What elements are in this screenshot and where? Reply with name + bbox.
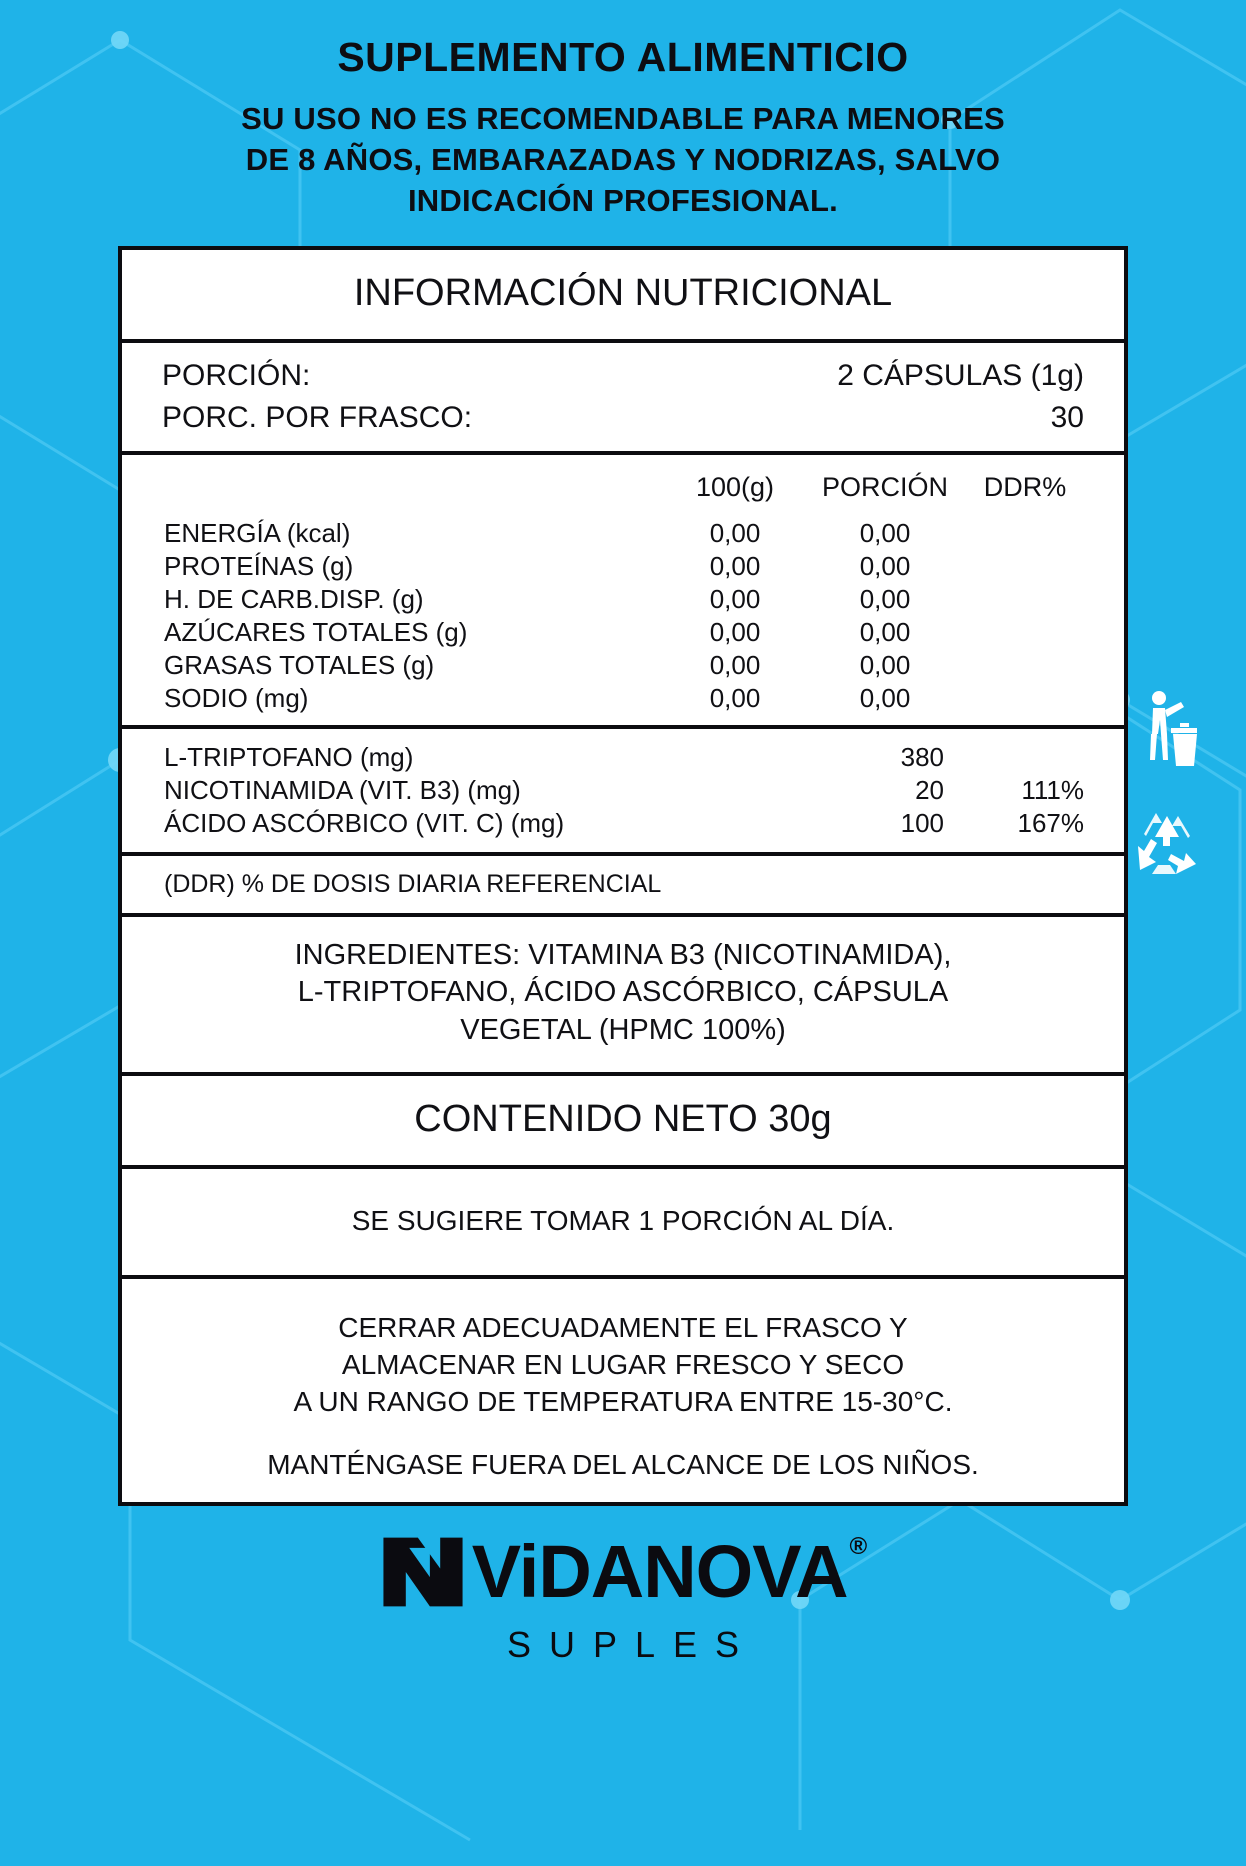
macro-label: AZÚCARES TOTALES (g) bbox=[164, 616, 468, 647]
storage-text bbox=[156, 1287, 1090, 1494]
macro-label: GRASAS TOTALES (g) bbox=[164, 649, 435, 680]
warning-line-1: SU USO NO ES RECOMENDABLE PARA MENORES bbox=[241, 101, 1005, 137]
macro-ddr bbox=[960, 616, 1090, 649]
table-row bbox=[156, 682, 1090, 715]
micro-100g bbox=[660, 807, 810, 840]
table-row bbox=[156, 774, 1090, 807]
ingredients-text bbox=[156, 925, 1090, 1064]
logo-wordmark bbox=[471, 1529, 867, 1613]
brand-logo bbox=[0, 1529, 1246, 1666]
suggestion-text: SE SUGIERE TOMAR 1 PORCIÓN AL DÍA. bbox=[351, 1204, 895, 1236]
table-row bbox=[156, 517, 1090, 550]
col-header-100g: 100(g) bbox=[695, 471, 775, 502]
micro-portion: 380 bbox=[900, 741, 944, 772]
macro-portion: 0,00 bbox=[859, 550, 911, 581]
table-row bbox=[156, 649, 1090, 682]
net-content-section bbox=[122, 1076, 1124, 1169]
logo-rest: iDANOVA bbox=[518, 1529, 848, 1613]
micro-ddr: 111% bbox=[1021, 774, 1084, 805]
macro-100g: 0,00 bbox=[709, 550, 761, 581]
macro-100g: 0,00 bbox=[709, 616, 761, 647]
pictogram-group bbox=[1132, 690, 1202, 878]
micro-ddr: 167% bbox=[1017, 807, 1084, 838]
ingredients-line-2: L-TRIPTOFANO, ÁCIDO ASCÓRBICO, CÁPSULA bbox=[297, 976, 949, 1009]
table-row bbox=[156, 583, 1090, 616]
registered-mark: ® bbox=[849, 1532, 867, 1560]
storage-line-2: ALMACENAR EN LUGAR FRESCO Y SECO bbox=[341, 1348, 905, 1380]
page-title: SUPLEMENTO ALIMENTICIO bbox=[337, 34, 909, 80]
serving-label: PORCIÓN: bbox=[162, 358, 311, 392]
warning-line-2: DE 8 AÑOS, EMBARAZADAS Y NODRIZAS, SALVO bbox=[245, 142, 1001, 178]
warning-line-3: INDICACIÓN PROFESIONAL. bbox=[407, 182, 838, 218]
warning-text bbox=[120, 99, 1126, 222]
macro-100g: 0,00 bbox=[709, 682, 761, 713]
ddr-note-section bbox=[122, 856, 1124, 917]
nutrition-title: INFORMACIÓN NUTRICIONAL bbox=[353, 271, 893, 314]
table-row bbox=[156, 807, 1090, 840]
micros-section bbox=[122, 729, 1124, 856]
micro-portion: 100 bbox=[900, 807, 944, 838]
macro-portion: 0,00 bbox=[859, 517, 911, 548]
macro-100g: 0,00 bbox=[709, 583, 761, 614]
logo-row bbox=[0, 1529, 1246, 1613]
logo-tagline: SUPLES bbox=[506, 1623, 758, 1665]
micros-table bbox=[156, 741, 1090, 840]
ddr-note: (DDR) % DE DOSIS DIARIA REFERENCIAL bbox=[164, 869, 662, 898]
ingredients-line-1: INGREDIENTES: VITAMINA B3 (NICOTINAMIDA), bbox=[294, 938, 952, 971]
macro-ddr bbox=[960, 517, 1090, 550]
recycle-icon bbox=[1132, 812, 1202, 878]
keep-away-text: MANTÉNGASE FUERA DEL ALCANCE DE LOS NIÑOS. bbox=[267, 1449, 979, 1481]
macro-ddr bbox=[960, 649, 1090, 682]
macro-portion: 0,00 bbox=[859, 616, 911, 647]
vidanova-arrow-icon bbox=[380, 1532, 466, 1612]
table-row bbox=[156, 741, 1090, 774]
micro-100g bbox=[660, 741, 810, 774]
nutrition-panel bbox=[118, 246, 1128, 1506]
micro-label: ÁCIDO ASCÓRBICO (VIT. C) (mg) bbox=[164, 807, 565, 838]
per-container-row bbox=[156, 397, 1090, 439]
logo-letter-v: V bbox=[471, 1529, 519, 1613]
macro-label: H. DE CARB.DISP. (g) bbox=[164, 583, 424, 614]
serving-row bbox=[156, 355, 1090, 397]
storage-line-1: CERRAR ADECUADAMENTE EL FRASCO Y bbox=[338, 1311, 908, 1343]
table-row bbox=[156, 616, 1090, 649]
micro-label: NICOTINAMIDA (VIT. B3) (mg) bbox=[164, 774, 521, 805]
macro-label: SODIO (mg) bbox=[164, 682, 309, 713]
macro-100g: 0,00 bbox=[709, 517, 761, 548]
micro-ddr bbox=[960, 741, 1090, 774]
macros-section bbox=[122, 455, 1124, 729]
macro-100g: 0,00 bbox=[709, 649, 761, 680]
micro-100g bbox=[660, 774, 810, 807]
header bbox=[0, 0, 1246, 222]
macro-portion: 0,00 bbox=[859, 649, 911, 680]
macro-ddr bbox=[960, 682, 1090, 715]
macros-table bbox=[156, 471, 1090, 715]
macro-portion: 0,00 bbox=[859, 583, 911, 614]
col-header-ddr: DDR% bbox=[983, 471, 1067, 502]
storage-section bbox=[122, 1279, 1124, 1502]
macro-ddr bbox=[960, 583, 1090, 616]
ingredients-line-3: VEGETAL (HPMC 100%) bbox=[460, 1014, 786, 1047]
table-row bbox=[156, 550, 1090, 583]
macro-label: PROTEÍNAS (g) bbox=[164, 550, 354, 581]
macros-header-row bbox=[156, 471, 1090, 517]
micro-label: L-TRIPTOFANO (mg) bbox=[164, 741, 414, 772]
storage-spacer bbox=[166, 1420, 1080, 1446]
macros-header-blank bbox=[156, 471, 660, 517]
ingredients-section bbox=[122, 917, 1124, 1076]
suggestion-section bbox=[122, 1169, 1124, 1279]
do-not-litter-icon bbox=[1137, 690, 1197, 768]
col-header-portion: PORCIÓN bbox=[821, 471, 948, 502]
serving-section bbox=[122, 343, 1124, 455]
storage-line-3: A UN RANGO DE TEMPERATURA ENTRE 15-30°C. bbox=[293, 1386, 953, 1418]
net-content: CONTENIDO NETO 30g bbox=[414, 1097, 832, 1140]
per-container-label: PORC. POR FRASCO: bbox=[162, 400, 473, 434]
serving-value: 2 CÁPSULAS (1g) bbox=[837, 358, 1084, 392]
macro-ddr bbox=[960, 550, 1090, 583]
per-container-value: 30 bbox=[1050, 400, 1084, 434]
macro-label: ENERGÍA (kcal) bbox=[164, 517, 351, 548]
micro-portion: 20 bbox=[915, 774, 944, 805]
macro-portion: 0,00 bbox=[859, 682, 911, 713]
panel-title-section bbox=[122, 250, 1124, 343]
